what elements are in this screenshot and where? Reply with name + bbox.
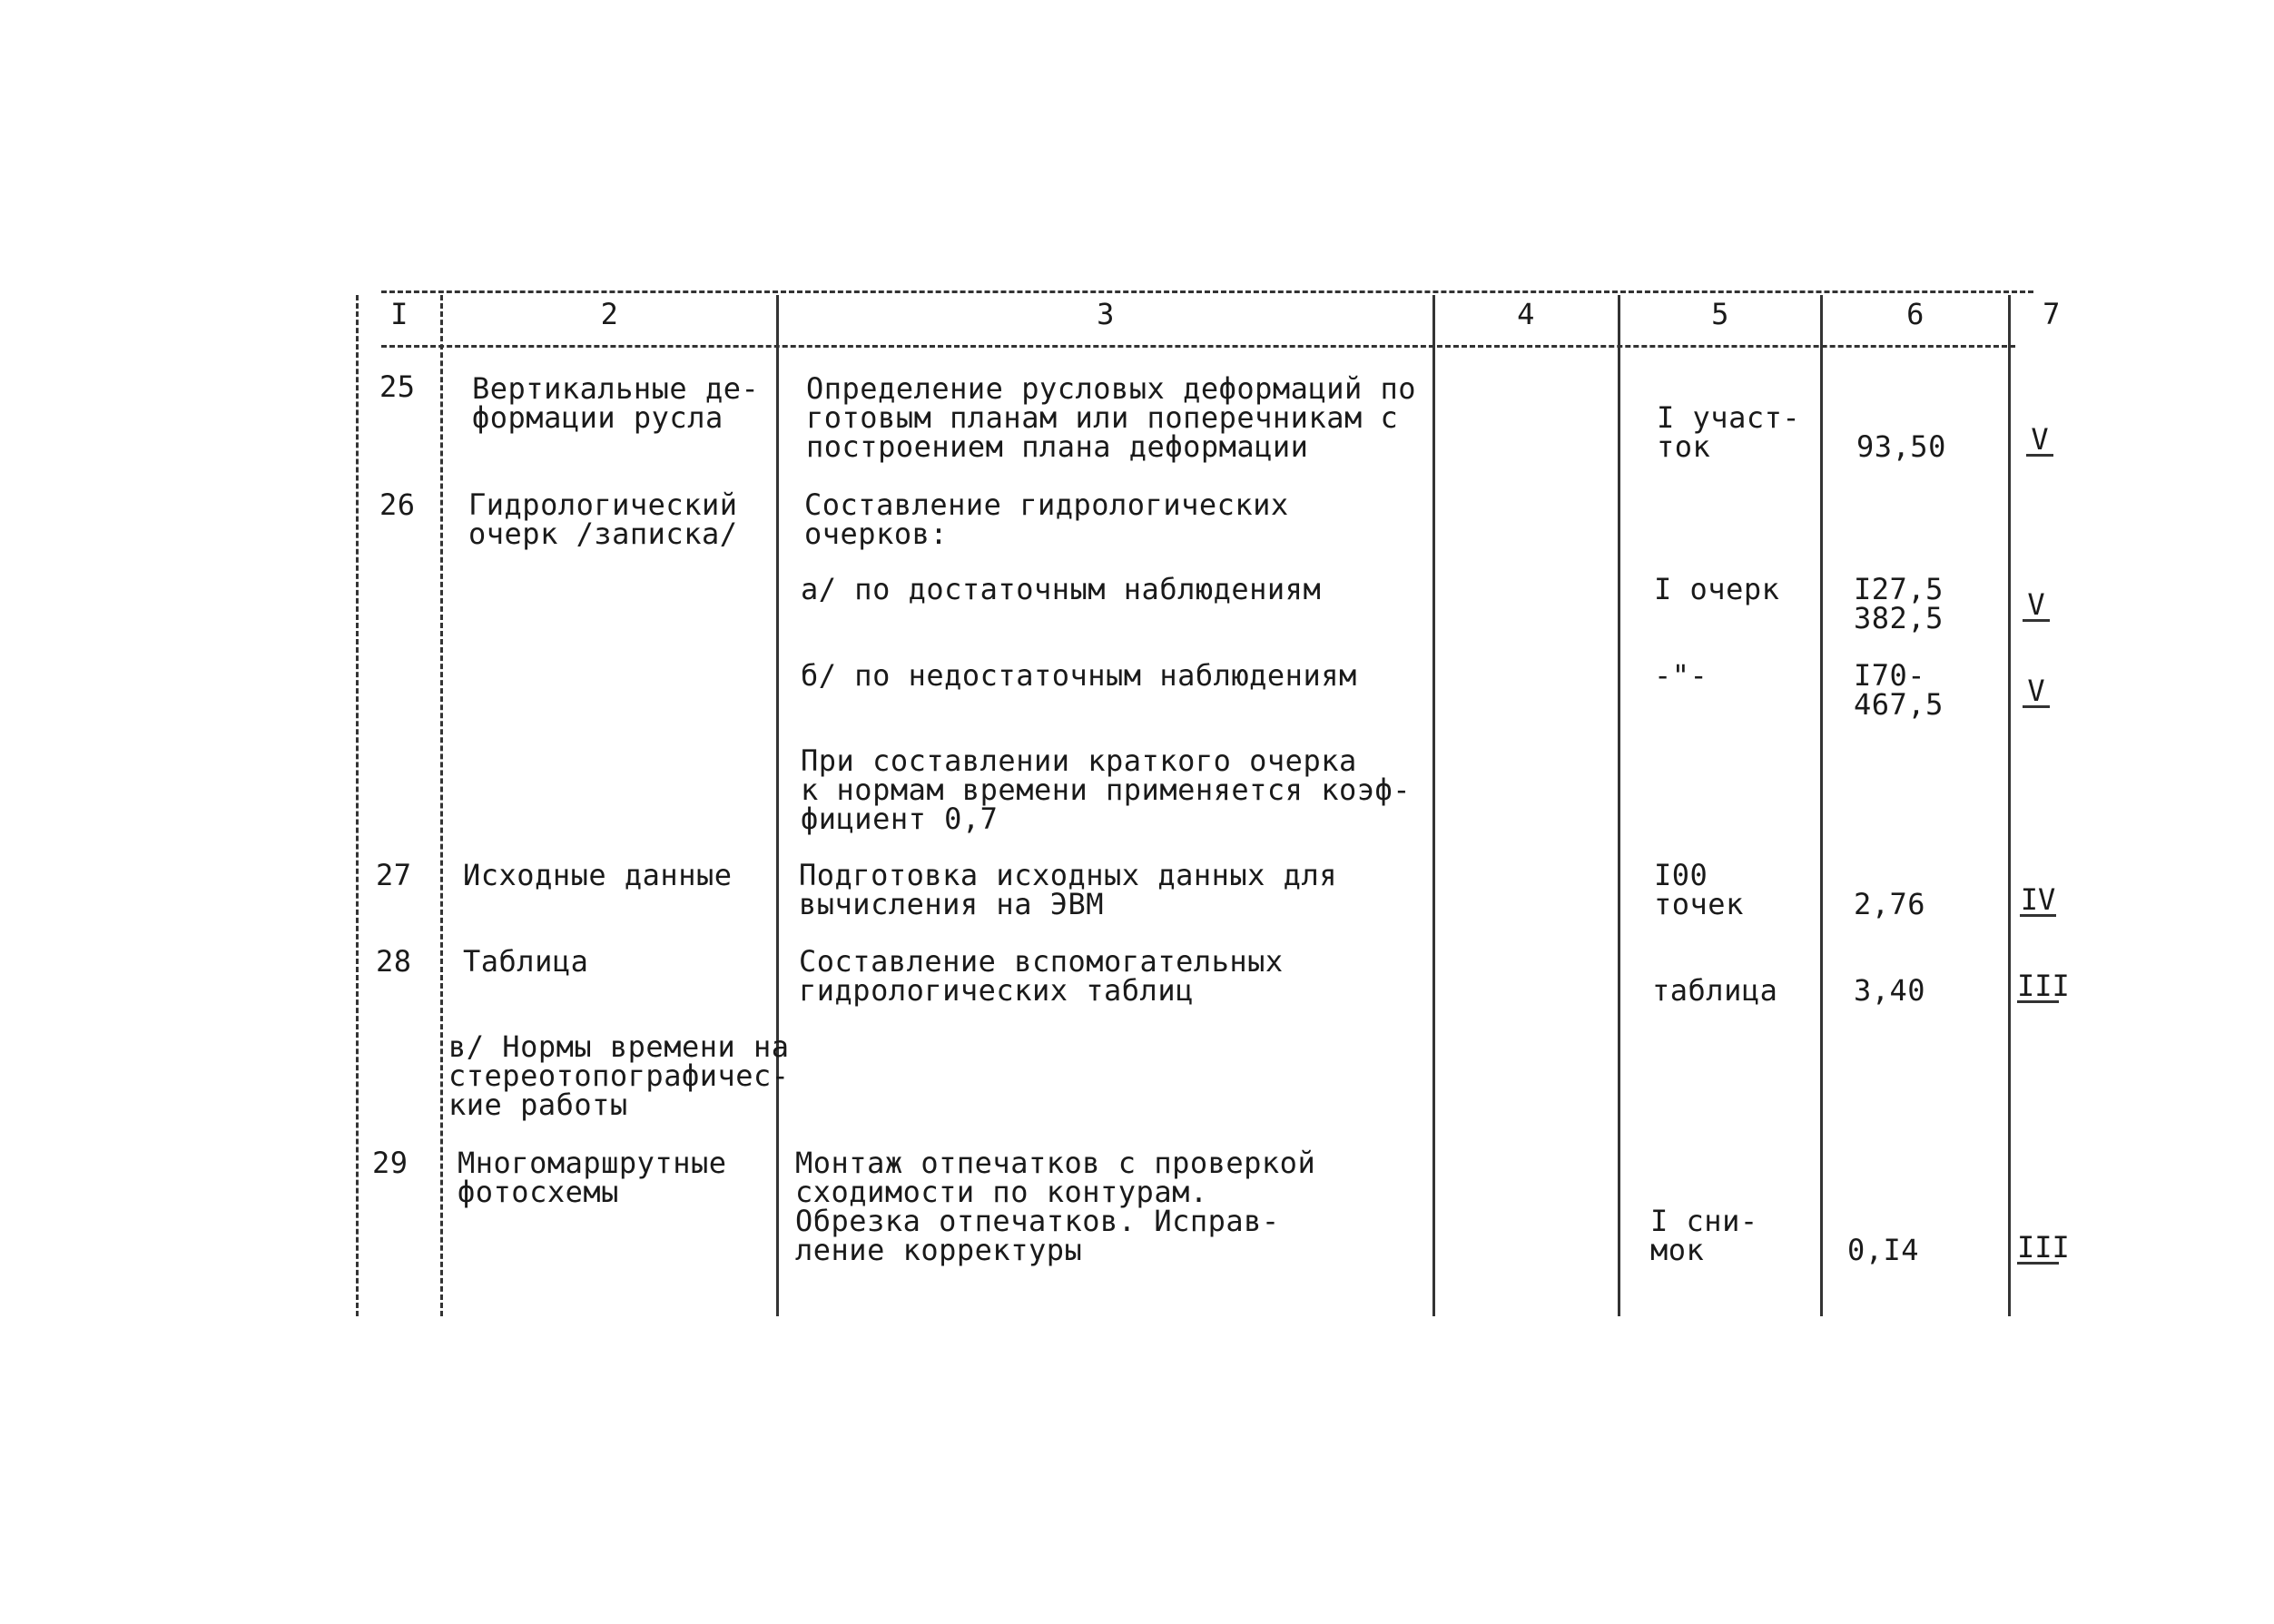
row-26b-value-line-2: 467,5 [1854, 687, 1944, 722]
row-25-unit-line-2: ток [1657, 429, 1711, 464]
row-26b-value-line-1: I70- [1854, 658, 1926, 693]
row-29-desc-line-2: сходимости по контурам. [795, 1175, 1208, 1209]
table-top-border [381, 290, 2033, 293]
row-27-value: 2,76 [1854, 887, 1926, 921]
note-line-2: к нормам времени применяется коэф- [801, 773, 1412, 807]
row-29-name-line-2: фотосхемы [458, 1175, 619, 1209]
row-29-unit-line-1: I сни- [1650, 1204, 1758, 1238]
col-divider-1 [440, 295, 443, 1316]
row-26a-unit: I очерк [1654, 572, 1780, 606]
header-col-2: 2 [600, 297, 619, 331]
row-25-desc-line-3: построением плана деформации [806, 429, 1309, 464]
row-28-desc-line-1: Составление вспомогательных [799, 944, 1284, 979]
header-col-4: 4 [1517, 297, 1535, 331]
row-25-category: V [2026, 425, 2053, 457]
row-25-value: 93,50 [1856, 429, 1946, 464]
table-left-border [356, 295, 359, 1316]
row-26a-value-line-2: 382,5 [1854, 601, 1944, 635]
row-26b-unit: -"- [1654, 658, 1708, 693]
row-26-desc-line-1: Составление гидрологических [804, 487, 1289, 522]
row-26a-desc: а/ по достаточным наблюдениям [801, 572, 1322, 606]
col-divider-4 [1618, 295, 1620, 1316]
col-divider-5 [1820, 295, 1823, 1316]
row-29-value: 0,I4 [1847, 1233, 1920, 1267]
header-bottom-border [381, 345, 2015, 348]
row-28-desc-line-2: гидрологических таблиц [799, 973, 1194, 1008]
row-25-desc-line-1: Определение русловых деформаций по [806, 371, 1417, 406]
row-26-name-line-1: Гидрологический [468, 487, 738, 522]
row-27-desc-line-2: вычисления на ЭВМ [799, 887, 1105, 921]
row-27-number: 27 [376, 858, 412, 892]
header-col-7: 7 [2043, 297, 2061, 331]
row-29-unit-line-2: мок [1650, 1233, 1705, 1267]
col-divider-2 [776, 295, 779, 1316]
row-26b-desc: б/ по недостаточным наблюдениям [801, 658, 1357, 693]
row-25-number: 25 [379, 369, 416, 404]
row-29-desc-line-1: Монтаж отпечатков с проверкой [795, 1146, 1316, 1180]
note-line-3: фициент 0,7 [801, 802, 999, 836]
note-line-1: При составлении краткого очерка [801, 743, 1357, 778]
header-col-5: 5 [1711, 297, 1729, 331]
row-28-number: 28 [376, 944, 412, 979]
row-26a-value-line-1: I27,5 [1854, 572, 1944, 606]
row-25-desc-line-2: готовым планам или поперечникам с [806, 400, 1399, 435]
row-28-name: Таблица [463, 944, 589, 979]
row-26-desc-line-2: очерков: [804, 517, 949, 551]
row-27-unit-line-1: I00 [1654, 858, 1708, 892]
section-heading-line-3: кие работы [448, 1088, 628, 1122]
col-divider-6 [2008, 295, 2011, 1316]
row-26-number: 26 [379, 487, 416, 522]
col-divider-3 [1432, 295, 1435, 1316]
row-27-name: Исходные данные [463, 858, 733, 892]
row-29-category: III [2017, 1230, 2070, 1265]
row-28-value: 3,40 [1854, 973, 1926, 1008]
row-27-unit-line-2: точек [1654, 887, 1744, 921]
row-26b-category: V [2023, 676, 2050, 708]
row-27-desc-line-1: Подготовка исходных данных для [799, 858, 1337, 892]
header-col-6: 6 [1906, 297, 1925, 331]
row-29-desc-line-4: ление корректуры [795, 1233, 1083, 1267]
header-col-3: 3 [1097, 297, 1115, 331]
row-25-name-line-1: Вертикальные де- [472, 371, 760, 406]
row-28-category: III [2017, 969, 2070, 1003]
header-col-1: I [390, 297, 409, 331]
row-26-name-line-2: очерк /записка/ [468, 517, 738, 551]
row-29-name-line-1: Многомаршрутные [458, 1146, 727, 1180]
row-27-category: IV [2020, 882, 2056, 917]
row-28-unit: таблица [1652, 973, 1778, 1008]
section-heading-line-2: стереотопографичес- [448, 1058, 790, 1093]
row-25-unit-line-1: I участ- [1657, 400, 1801, 435]
row-29-desc-line-3: Обрезка отпечатков. Исправ- [795, 1204, 1280, 1238]
section-heading-line-1: в/ Нормы времени на [448, 1029, 790, 1064]
row-29-number: 29 [372, 1146, 409, 1180]
row-25-name-line-2: формации русла [472, 400, 724, 435]
row-26a-category: V [2023, 590, 2050, 622]
